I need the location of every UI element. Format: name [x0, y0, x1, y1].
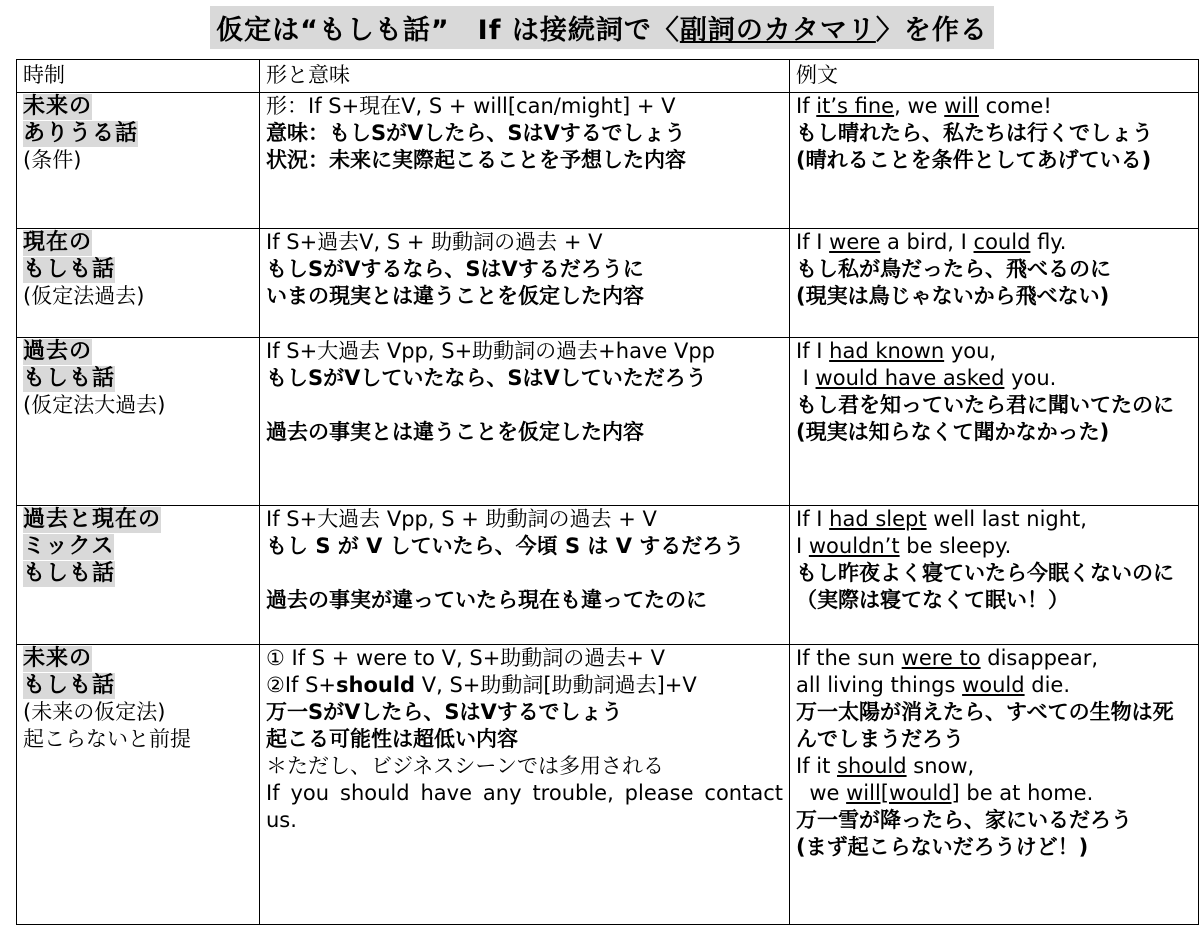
situation-line: 状況：未来に実際起こることを予想した内容 — [266, 148, 686, 172]
form-line: ① If S + were to V, S+助動詞の過去+ V — [266, 646, 665, 670]
tense-label: 過去の — [23, 339, 93, 364]
table-row — [17, 645, 1199, 925]
example-en: all living things would die. — [796, 673, 1071, 697]
example-jp: もし君を知っていたら君に聞いてたのに(現実は知らなくて聞かなかった) — [796, 393, 1174, 444]
tense-note: (条件) — [23, 148, 82, 172]
tense-cell — [17, 338, 260, 506]
tense-note: (未来の仮定法) — [23, 700, 166, 724]
situation-line: 起こる可能性は超低い内容 — [266, 727, 518, 751]
example-note: (まず起こらないだろうけど！) — [796, 835, 1089, 859]
situation-line: いまの現実とは違うことを仮定した内容 — [266, 284, 644, 308]
example-en: If it should snow, — [796, 754, 975, 778]
tense-label: 未来の — [23, 94, 93, 119]
form-cell — [260, 506, 790, 645]
tense-label: もしも話 — [23, 673, 116, 698]
meaning-line: 意味：もしSがVしたら、SはVするでしょう — [266, 121, 686, 145]
header-row — [17, 60, 1199, 93]
example-jp: もし晴れたら、私たちは行くでしょう — [796, 121, 1153, 145]
grammar-table — [16, 59, 1199, 925]
form-line: If S+大過去 Vpp, S + 助動詞の過去 + V — [266, 507, 657, 531]
tense-label: 現在の — [23, 230, 93, 255]
title-bar — [0, 0, 1204, 54]
tense-note: 起こらないと前提 — [23, 727, 191, 751]
tense-label: 未来の — [23, 646, 93, 671]
table-row — [17, 229, 1199, 338]
table-row — [17, 338, 1199, 506]
meaning-line: もしSがVするなら、SはVするだろうに — [266, 257, 644, 281]
example-note: (晴れることを条件としてあげている) — [796, 148, 1152, 172]
title-prefix: 仮定は“もしも話” If は接続詞で〈 — [216, 15, 680, 46]
example-en: If the sun were to disappear, — [796, 646, 1099, 670]
example-en: I would have asked you. — [796, 366, 1057, 390]
example-en: If it’s fine, we will come! — [796, 94, 1052, 118]
example-en: I wouldn’t be sleepy. — [796, 534, 1012, 558]
form-cell — [260, 338, 790, 506]
form-cell — [260, 93, 790, 229]
tense-label: もしも話 — [23, 366, 116, 391]
tense-label: 過去と現在の — [23, 507, 162, 532]
tense-label: もしも話 — [23, 561, 116, 586]
tense-note: (仮定法大過去) — [23, 393, 166, 417]
example-cell — [790, 338, 1199, 506]
form-line: 形：If S+現在V, S + will[can/might] + V — [266, 94, 676, 118]
tense-label: ミックス — [23, 534, 115, 559]
note-line: ＊ただし、ビジネスシーンでは多用される — [266, 754, 664, 778]
business-example: If you should have any trouble, please contact us. — [266, 781, 783, 832]
header-example: 例文 — [790, 60, 1199, 93]
form-cell — [260, 229, 790, 338]
table-row — [17, 93, 1199, 229]
tense-cell — [17, 506, 260, 645]
form-line: If S+大過去 Vpp, S+助動詞の過去+have Vpp — [266, 339, 715, 363]
example-en: If I were a bird, I could fly. — [796, 230, 1067, 254]
form-line: ②If S+should V, S+助動詞[助動詞過去]+V — [266, 673, 697, 697]
example-note: (現実は鳥じゃないから飛べない) — [796, 284, 1110, 308]
table-row — [17, 506, 1199, 645]
situation-line: 過去の事実とは違うことを仮定した内容 — [266, 420, 644, 444]
header-form: 形と意味 — [260, 60, 790, 93]
situation-line: 過去の事実が違っていたら現在も違ってたのに — [266, 588, 707, 612]
title-underlined: 副詞のカタマリ — [679, 15, 876, 46]
tense-cell — [17, 645, 260, 925]
example-jp: 万一雪が降ったら、家にいるだろう — [796, 808, 1132, 832]
meaning-line: 万一SがVしたら、SはVするでしょう — [266, 700, 623, 724]
example-en: If I had known you, — [796, 339, 997, 363]
example-en: we will[would] be at home. — [796, 781, 1094, 805]
meaning-line: もし S が V していたら、今頃 S は V するだろう — [266, 534, 745, 558]
form-cell — [260, 645, 790, 925]
example-cell — [790, 93, 1199, 229]
tense-cell — [17, 229, 260, 338]
example-jp: 万一太陽が消えたら、すべての生物は死んでしまうだろう — [796, 700, 1174, 751]
example-cell — [790, 229, 1199, 338]
header-tense: 時制 — [17, 60, 260, 93]
tense-note: (仮定法過去) — [23, 284, 145, 308]
example-en: If I had slept well last night, — [796, 507, 1087, 531]
tense-label: ありうる話 — [23, 121, 139, 146]
meaning-line: もしSがVしていたなら、SはVしていただろう — [266, 366, 707, 390]
page-title — [210, 6, 994, 49]
example-jp: もし私が鳥だったら、飛べるのに — [796, 257, 1111, 281]
tense-cell — [17, 93, 260, 229]
form-line: If S+過去V, S + 助動詞の過去 + V — [266, 230, 603, 254]
example-jp: もし昨夜よく寝ていたら今眠くないのに（実際は寝てなくて眠い！） — [796, 561, 1174, 612]
example-cell — [790, 645, 1199, 925]
title-suffix: 〉を作る — [875, 15, 988, 46]
example-cell — [790, 506, 1199, 645]
tense-label: もしも話 — [23, 257, 116, 282]
